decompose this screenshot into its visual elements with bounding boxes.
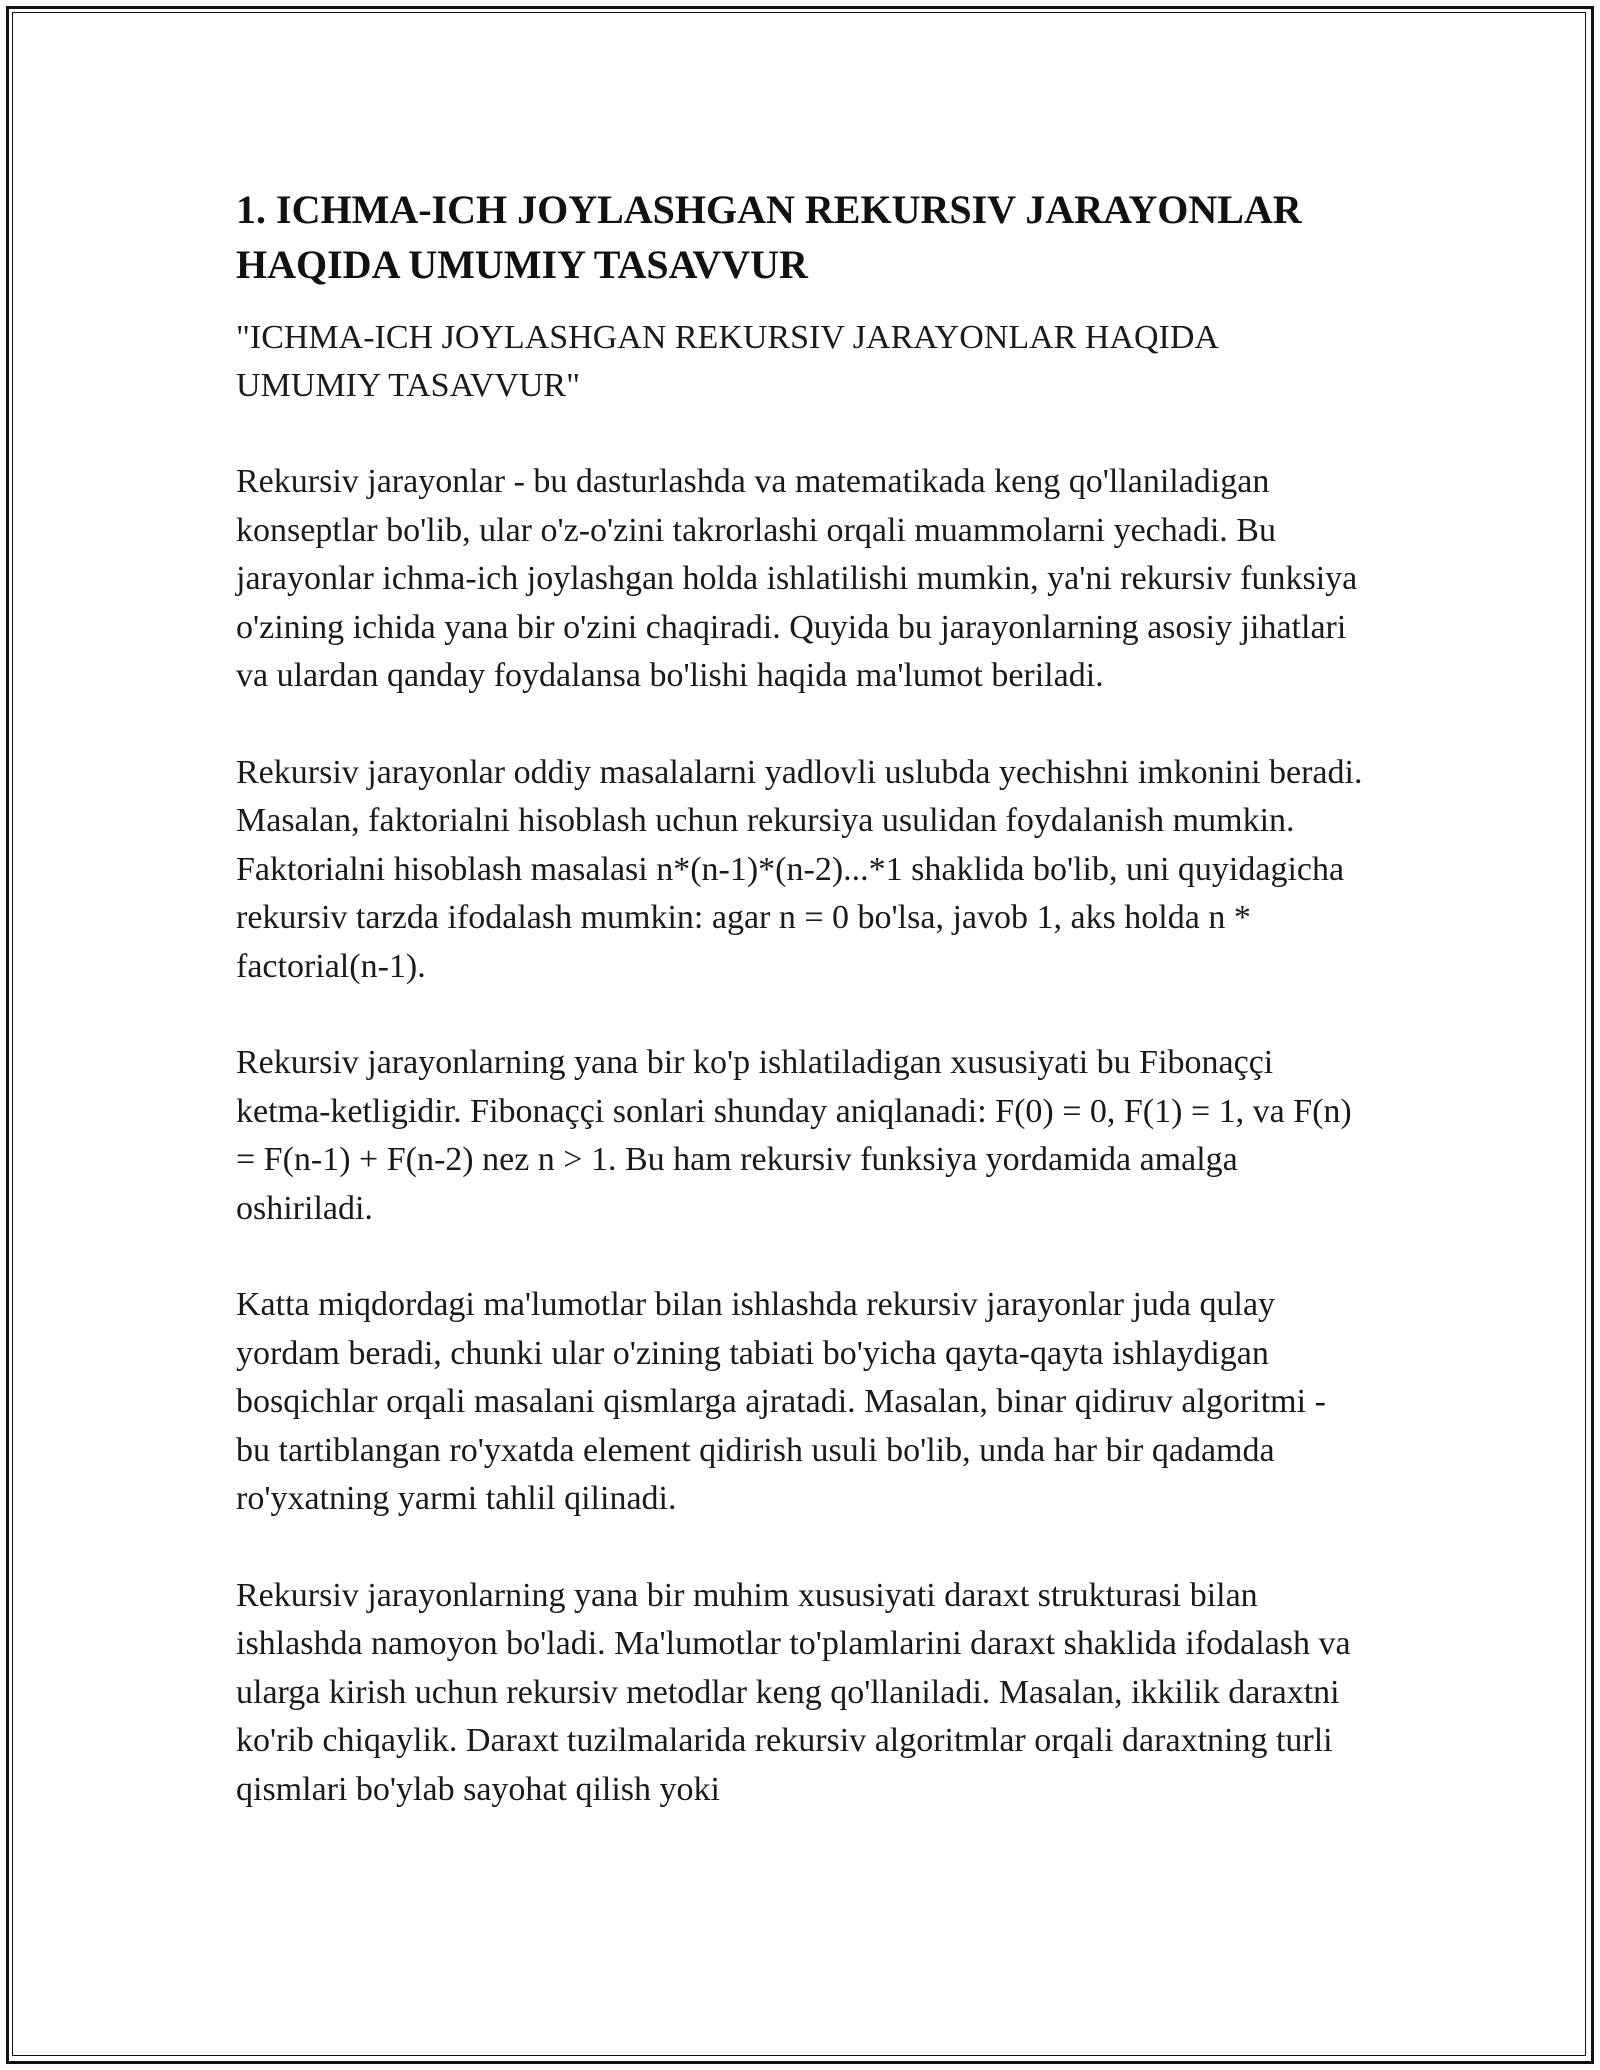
paragraph-tree-structure: Rekursiv jarayonlarning yana bir muhim xususiyati daraxt strukturasi bilan ishlashda namoyon bo'ladi. Ma'lumotlar to'plamlarini daraxt shaklida ifodalash va ularga kirish uchun rekursiv metodlar keng qo'llaniladi. Masalan, ikkilik daraxtni ko'rib chiqaylik. Daraxt tuzilmalarida rekursiv algoritmlar orqali daraxtning turli qismlari bo'ylab sayohat qilish yoki <box>236 1576 1351 1808</box>
paragraph-fibonacci: Rekursiv jarayonlarning yana bir ko'p ishlatiladigan xususiyati bu Fibonaççi ketma-ketligidir. Fibonaççi sonlari shunday aniqlanadi: F(0) = 0, F(1) = 1, va F(n) = F(n-1) + F(n-2) nez n > 1. Bu ham rekursiv funksiya yordamida amalga oshiriladi. <box>236 1044 1352 1227</box>
paragraph-factorial: Rekursiv jarayonlar oddiy masalalarni yadlovli uslubda yechishni imkonini beradi. Masalan, faktorialni hisoblash uchun rekursiya usulidan foydalanish mumkin. Faktorialni hisoblash masalasi n*(n-1)*(n-2)...*1 shaklida bo'lib, uni quyidagicha rekursiv tarzda ifodalash mumkin: agar n = 0 bo'lsa, javob 1, aks holda n * factorial(n-1). <box>236 753 1363 985</box>
paragraph-binary-search: Katta miqdordagi ma'lumotlar bilan ishlashda rekursiv jarayonlar juda qulay yordam beradi, chunki ular o'zining tabiati bo'yicha qayta-qayta ishlaydigan bosqichlar orqali masalani qismlarga ajratadi. Masalan, binar qidiruv algoritmi - bu tartiblangan ro'yxatda element qidirish usuli bo'lib, unda har bir qadamda ro'yxatning yarmi tahlil qilinadi. <box>236 1286 1326 1517</box>
document-body <box>236 182 1366 1862</box>
paragraph-intro: Rekursiv jarayonlar - bu dasturlashda va matematikada keng qo'llaniladigan konseptlar bo'lib, ular o'z-o'zini takrorlashi orqali muammolarni yechadi. Bu jarayonlar ichma-ich joylashgan holda ishlatilishi mumkin, ya'ni rekursiv funksiya o'zining ichida yana bir o'zini chaqiradi. Quyida bu jarayonlarning asosiy jihatlari va ulardan qanday foydalansa bo'lishi haqida ma'lumot beriladi. <box>236 463 1358 694</box>
section-subtitle: "ICHMA-ICH JOYLASHGAN REKURSIV JARAYONLAR HAQIDA UMUMIY TASAVVUR" <box>236 319 1218 404</box>
section-heading: 1. ICHMA-ICH JOYLASHGAN REKURSIV JARAYONLAR HAQIDA UMUMIY TASAVVUR <box>236 187 1302 287</box>
